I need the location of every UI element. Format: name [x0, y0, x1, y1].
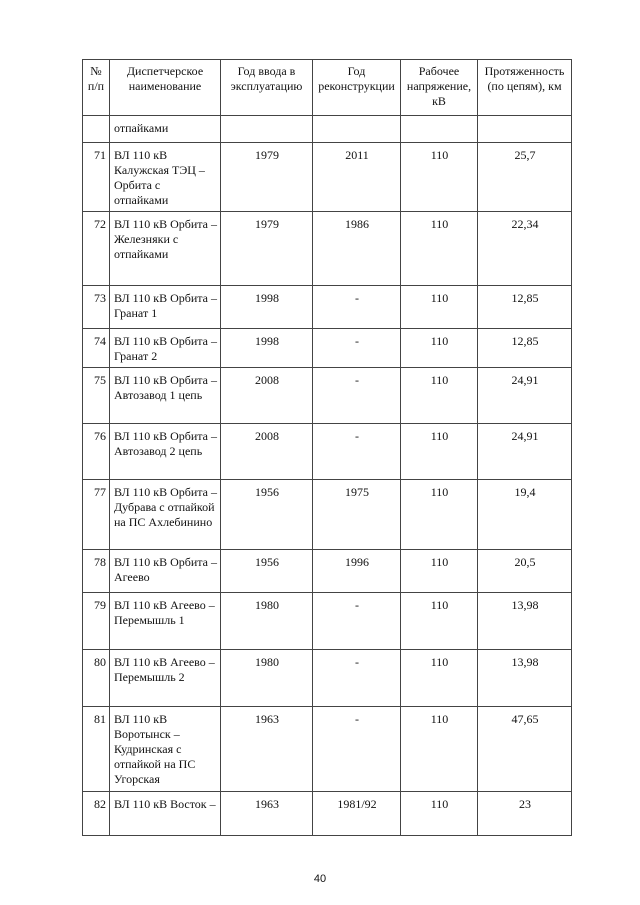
row-name: ВЛ 110 кВ Агеево – Перемышль 1 [110, 593, 221, 650]
row-year: 2008 [221, 368, 313, 424]
row-name: ВЛ 110 кВ Орбита – Дубрава с отпайкой на ПС Ахлебинино [110, 480, 221, 550]
row-year: 1980 [221, 650, 313, 707]
header-reconstruction: Год реконструкции [313, 60, 401, 116]
row-length: 20,5 [478, 550, 572, 593]
table-row [83, 593, 572, 650]
row-number: 76 [83, 424, 110, 480]
table-row [83, 286, 572, 329]
row-number: 82 [83, 792, 110, 836]
row-length: 24,91 [478, 424, 572, 480]
table-row [83, 116, 572, 143]
table-row [83, 143, 572, 212]
row-name: ВЛ 110 кВ Орбита – Автозавод 2 цепь [110, 424, 221, 480]
table-row [83, 212, 572, 286]
row-reconstruction: - [313, 650, 401, 707]
row-number: 75 [83, 368, 110, 424]
row-length: 23 [478, 792, 572, 836]
row-name: ВЛ 110 кВ Орбита – Гранат 1 [110, 286, 221, 329]
row-number: 73 [83, 286, 110, 329]
row-number: 81 [83, 707, 110, 792]
row-name: ВЛ 110 кВ Восток – [110, 792, 221, 836]
row-voltage: 110 [401, 212, 478, 286]
row-reconstruction: - [313, 368, 401, 424]
row-year: 1956 [221, 480, 313, 550]
row-year: 1979 [221, 143, 313, 212]
table-row [83, 329, 572, 368]
row-name: ВЛ 110 кВ Орбита – Гранат 2 [110, 329, 221, 368]
row-length: 13,98 [478, 650, 572, 707]
row-year: 1956 [221, 550, 313, 593]
row-name: ВЛ 110 кВ Калужская ТЭЦ – Орбита с отпайками [110, 143, 221, 212]
row-number: 74 [83, 329, 110, 368]
row-name: ВЛ 110 кВ Орбита – Автозавод 1 цепь [110, 368, 221, 424]
row-number: 72 [83, 212, 110, 286]
row-reconstruction: 1996 [313, 550, 401, 593]
row-year: 1963 [221, 707, 313, 792]
row-voltage: 110 [401, 286, 478, 329]
row-voltage: 110 [401, 707, 478, 792]
row-number [83, 116, 110, 143]
table-row [83, 480, 572, 550]
table-body [83, 116, 572, 836]
table-row [83, 550, 572, 593]
table-row [83, 707, 572, 792]
row-reconstruction: - [313, 286, 401, 329]
table-row [83, 424, 572, 480]
table-row [83, 792, 572, 836]
row-year: 1963 [221, 792, 313, 836]
page-number: 40 [313, 873, 327, 885]
row-year: 2008 [221, 424, 313, 480]
row-reconstruction: 1986 [313, 212, 401, 286]
row-voltage: 110 [401, 143, 478, 212]
row-length: 24,91 [478, 368, 572, 424]
table-row [83, 368, 572, 424]
table-row [83, 650, 572, 707]
row-reconstruction: - [313, 593, 401, 650]
row-reconstruction: - [313, 329, 401, 368]
row-voltage: 110 [401, 650, 478, 707]
row-number: 77 [83, 480, 110, 550]
row-length: 12,85 [478, 329, 572, 368]
row-name: ВЛ 110 кВ Агеево – Перемышль 2 [110, 650, 221, 707]
row-length: 12,85 [478, 286, 572, 329]
row-length: 19,4 [478, 480, 572, 550]
row-voltage: 110 [401, 424, 478, 480]
row-number: 71 [83, 143, 110, 212]
row-name: отпайками [110, 116, 221, 143]
row-reconstruction: 1975 [313, 480, 401, 550]
row-length [478, 116, 572, 143]
header-voltage: Рабочее напряжение, кВ [401, 60, 478, 116]
header-row [83, 60, 572, 116]
row-length: 13,98 [478, 593, 572, 650]
header-length: Протяженность (по цепям), км [478, 60, 572, 116]
row-year: 1979 [221, 212, 313, 286]
row-reconstruction: - [313, 707, 401, 792]
row-voltage: 110 [401, 368, 478, 424]
row-voltage: 110 [401, 480, 478, 550]
row-year [221, 116, 313, 143]
row-name: ВЛ 110 кВ Орбита – Агеево [110, 550, 221, 593]
header-year: Год ввода в эксплуатацию [221, 60, 313, 116]
row-length: 25,7 [478, 143, 572, 212]
row-number: 78 [83, 550, 110, 593]
row-voltage: 110 [401, 593, 478, 650]
row-reconstruction: - [313, 424, 401, 480]
row-length: 47,65 [478, 707, 572, 792]
row-number: 79 [83, 593, 110, 650]
row-voltage [401, 116, 478, 143]
row-name: ВЛ 110 кВ Воротынск – Кудринская с отпайкой на ПС Угорская [110, 707, 221, 792]
row-reconstruction: 2011 [313, 143, 401, 212]
row-voltage: 110 [401, 550, 478, 593]
row-year: 1980 [221, 593, 313, 650]
row-length: 22,34 [478, 212, 572, 286]
row-voltage: 110 [401, 792, 478, 836]
row-year: 1998 [221, 286, 313, 329]
row-voltage: 110 [401, 329, 478, 368]
header-name: Диспетчерское наименование [110, 60, 221, 116]
row-name: ВЛ 110 кВ Орбита – Железняки с отпайками [110, 212, 221, 286]
row-reconstruction: 1981/92 [313, 792, 401, 836]
header-num: № п/п [83, 60, 110, 116]
row-year: 1998 [221, 329, 313, 368]
row-number: 80 [83, 650, 110, 707]
row-reconstruction [313, 116, 401, 143]
lines-table [82, 59, 572, 836]
